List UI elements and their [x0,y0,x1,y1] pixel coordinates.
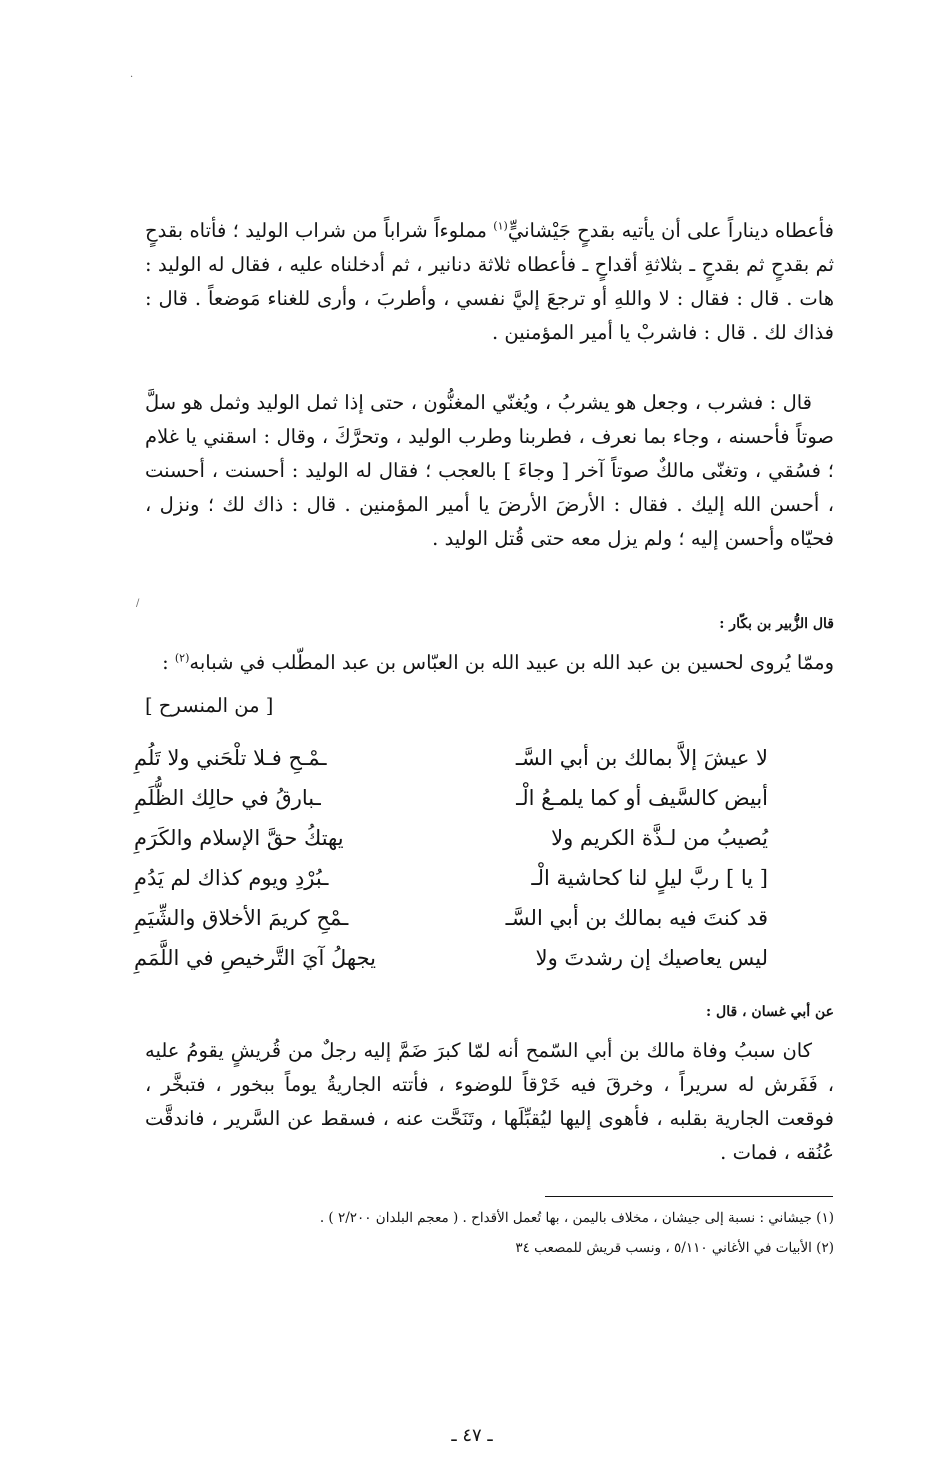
paragraph-1 [145,214,834,350]
verse-intro-tail: : [162,651,175,674]
page-number: ـ ٤٧ ـ [451,1425,493,1446]
verse-1-left: ـمْـحِ فـلا تلْحَني ولا تَلُمِ [134,746,327,770]
verse-2-right: أبيض كالسَّيف أو كما يلمـعُ الْـ [516,786,768,810]
verse-3-right: يُصيبُ من لـذَّة الكريم ولا [551,826,768,850]
paragraph-2 [145,386,834,556]
footnote-marker-1: (١) [493,219,508,233]
meter-label: [ من المنسرح ] [145,694,274,717]
footnote-divider [545,1196,833,1197]
footnote-marker-2: (٢) [174,651,190,665]
verse-1-right: لا عيشَ إلاَّ بمالك بن أبي السَّـ [515,746,768,770]
scan-speck: / [136,598,140,609]
verse-6-right: ليس يعاصيك إن رشدتَ ولا [535,946,768,970]
scan-speck: · [130,72,134,83]
verse-2-left: ـبارقُ في حالِك الظُّلَمِ [134,786,321,810]
verse-4-right: [ يا ] ربَّ ليلٍ لنا كحاشية الْـ [531,866,768,890]
paragraph-3 [145,1034,834,1170]
footnote-2: (٢) الأبيات في الأغاني ٥/١١٠ ، ونسب قريش للمصعب ٣٤ [515,1240,834,1256]
paragraph-1-rest: مملوءاً شراباً من شراب الوليد ؛ فأتاه بقدحٍ ثم بقدحٍ ثم بقدحٍ ـ بثلاثةِ أقداحٍ ـ فأعطاه ثلاثة دنانير ، ثم أدخلناه عليه ، فقال له الوليد : هات . قال : فقال : لا واللهِ أو ترجعَ إليَّ نفسي ، وأطربَ ، وأرى للغناء مَوضعاً . قال : فذاك لك . قال : فاشربْ يا أمير المؤمنين . [145,219,834,344]
speaker-heading-2: عن أبي غسان ، قال : [705,1004,834,1020]
verse-3-left: يهتكُ حقَّ الإسلام والكَرَمِ [134,826,344,850]
verse-5-left: ـمْحِ كريمَ الأخلاق والشِّيَمِ [134,906,349,930]
paragraph-1-start: فأعطاه ديناراً على أن يأتيه بقدحٍ جَيْشانيٍّ [507,219,834,242]
verse-intro [145,646,834,680]
footnote-1: (١) جيشاني : نسبة إلى جيشان ، مخلاف باليمن ، بها تُعمل الأقداح . ( معجم البلدان ٢/٢٠٠ ) . [319,1210,834,1226]
verse-intro-text: وممّا يُروى لحسين بن عبد الله بن عبيد الله بن العبّاس بن عبد المطّلب في شبابه [189,651,834,674]
paragraph-3-text: كان سببُ وفاة مالك بن أبي السّمح أنه لمّا كبرَ ضَمَّ إليه رجلٌ من قُريشٍ يقومُ عليه ، فَفَرش له سريراً ، وخرقَ فيه خَرْقاً للوضوء ، فأتته الجاريةُ يوماً ببخور ، فتبخَّر ، فوقعت الجارية بقلبه ، فأهوى إليها ليُقبِّلَها ، وتَنَحَّت عنه ، فسقط عن السَّرير ، فاندقَّت عُنُقه ، فمات . [145,1039,834,1164]
verse-4-left: ـبُرْدِ ويوم كذاك لم يَدُمِ [134,866,329,890]
paragraph-2-text: قال : فشرب ، وجعل هو يشربُ ، ويُغنّي المغنُّون ، حتى إذا ثمل الوليد وثمل هو سلَّ صوتاً فأحسنه ، وجاء بما نعرف ، فطربنا وطرب الوليد ، وتحرَّكَ ، وقال : اسقني يا غلام ؛ فسُقي ، وتغنّى مالكٌ صوتاً آخر [ وجاءَ ] بالعجب ؛ فقال له الوليد : أحسنت ، أحسنت ، أحسن الله إليك . فقال : الأرضَ الأرضَ يا أمير المؤمنين . قال : ذاك لك ؛ ونزل ، فحيّاه وأحسن إليه ؛ ولم يزل معه حتى قُتل الوليد . [145,391,834,550]
verse-6-left: يجهلُ آيَ التَّرخيصِ في اللَّمَمِ [134,946,377,970]
speaker-heading: قال الزُّبير بن بكّار : [719,616,834,632]
verse-5-right: قد كنتَ فيه بمالك بن أبي السَّـ [505,906,768,930]
